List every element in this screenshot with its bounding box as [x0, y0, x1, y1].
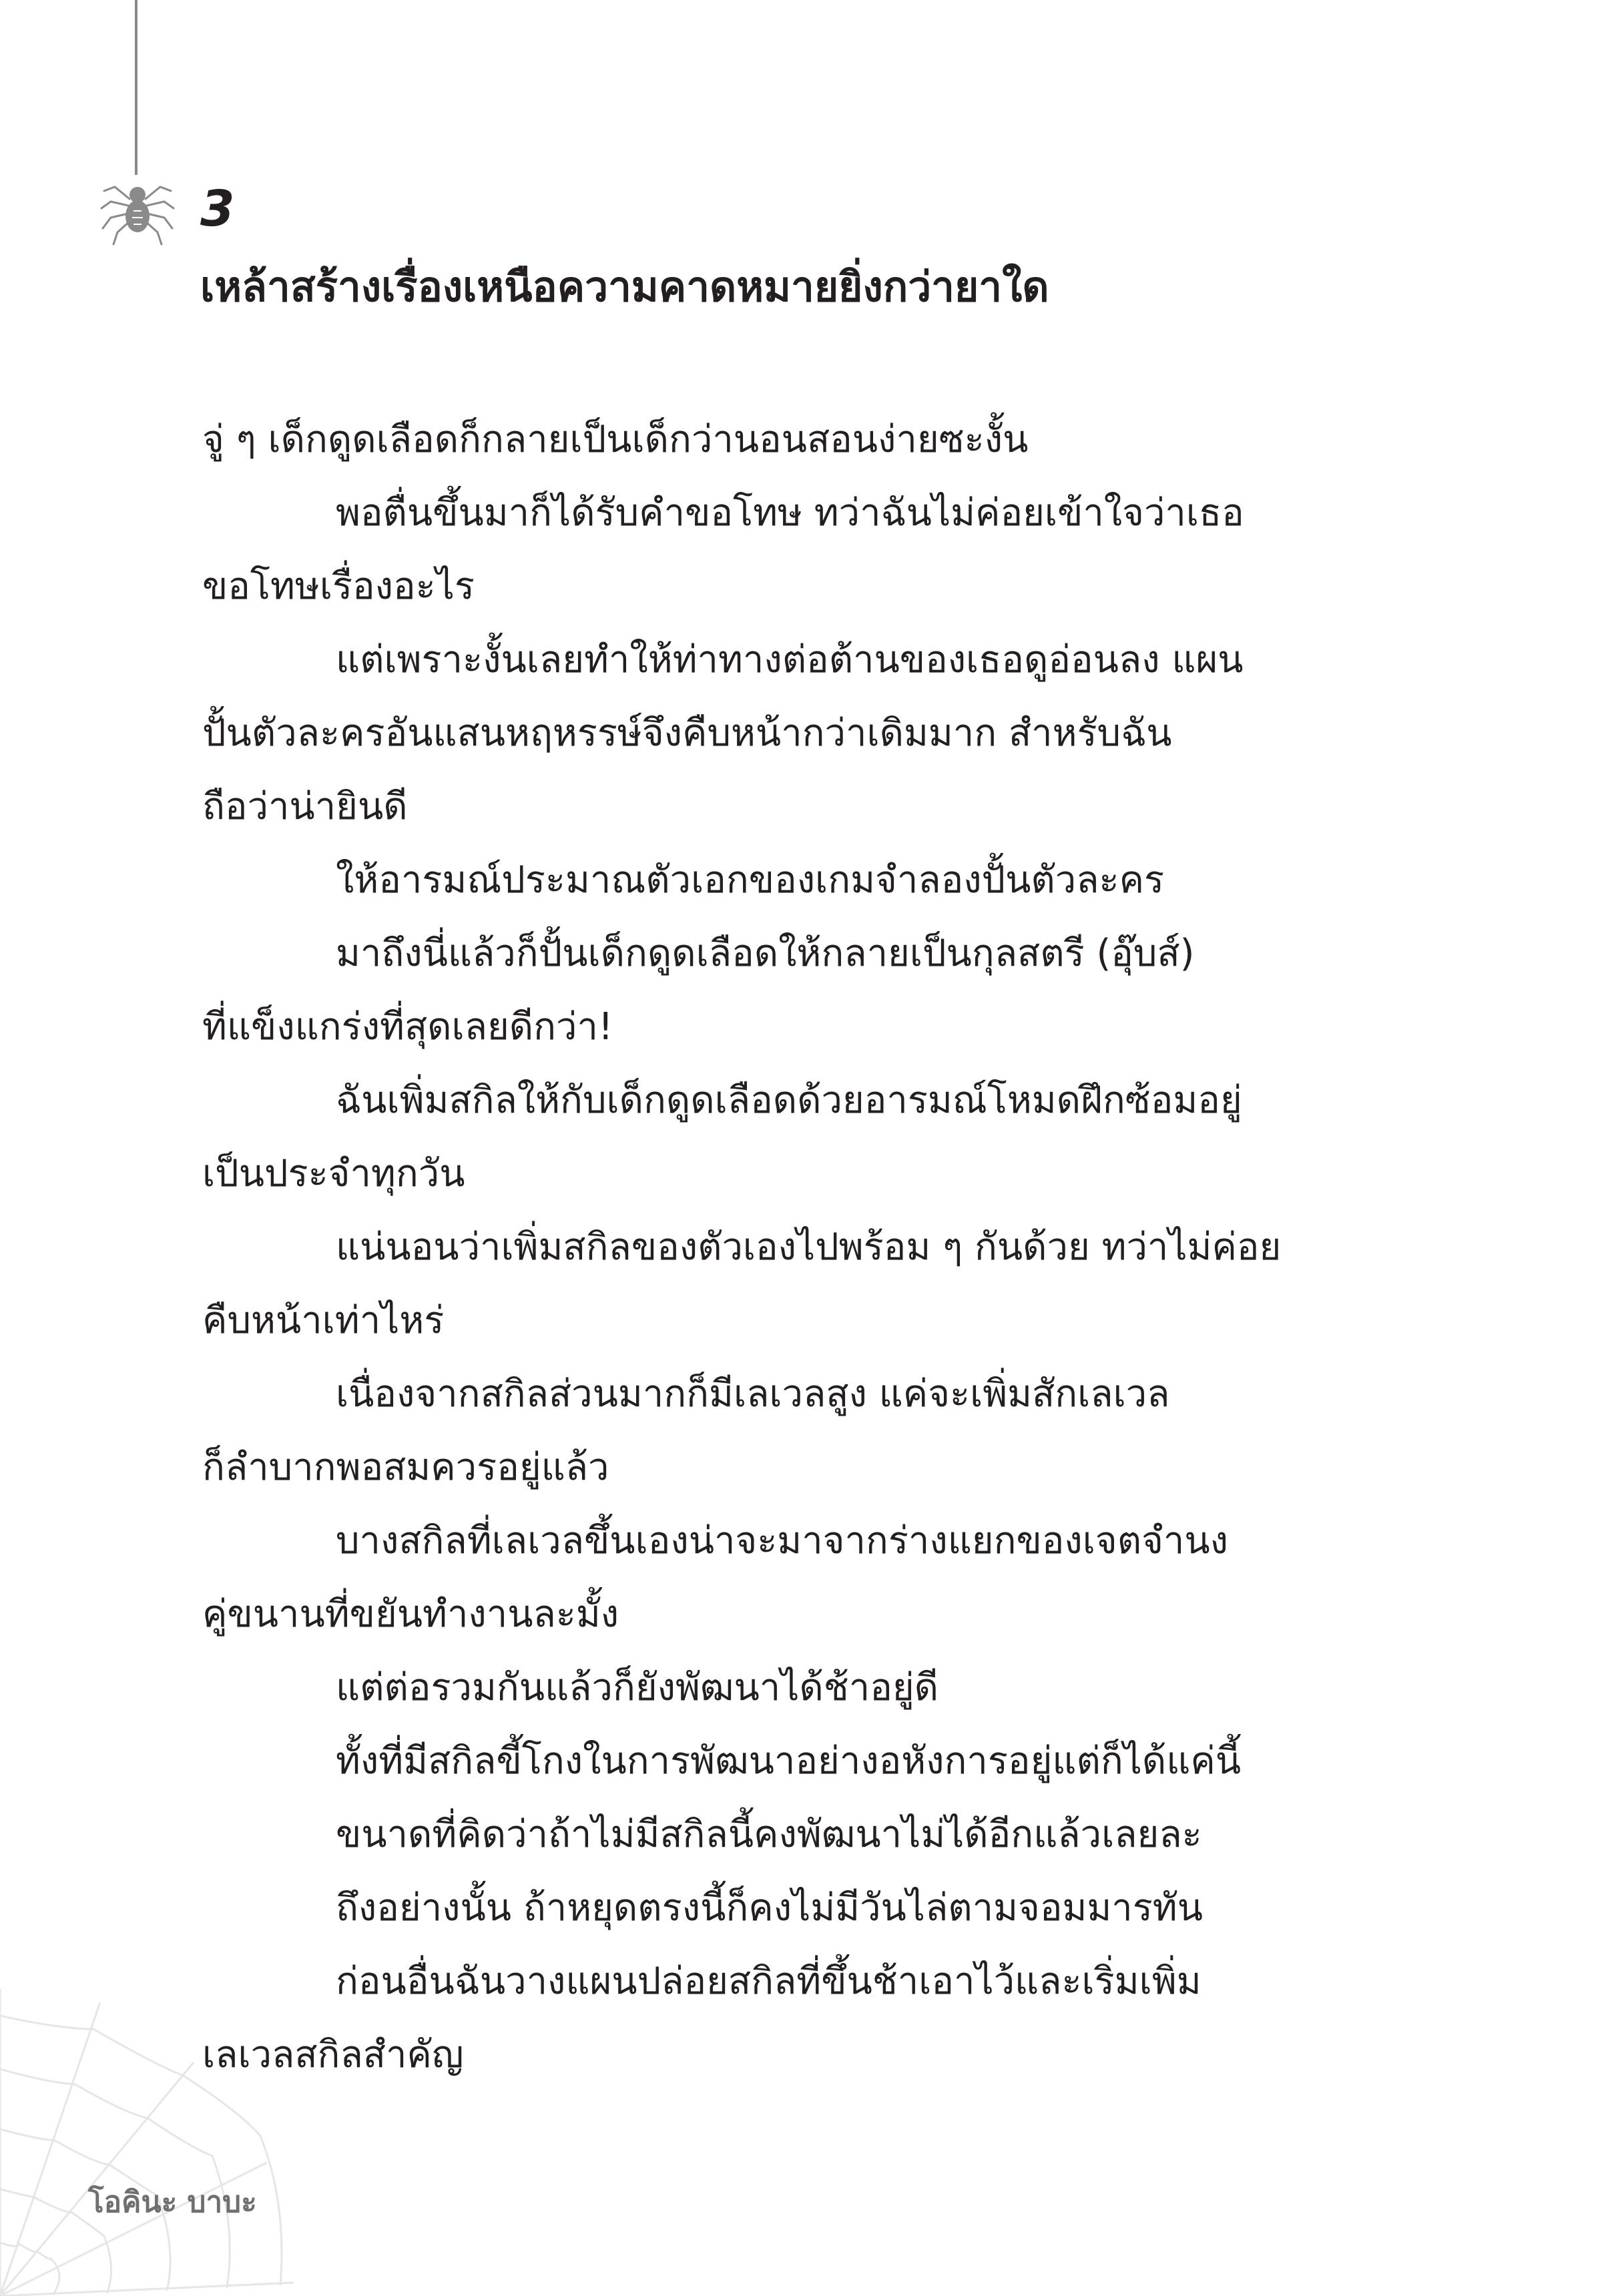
paragraph-line: บางสกิลที่เลเวลขึ้นเองน่าจะมาจากร่างแยกของเจตจำนง: [336, 1519, 1228, 1562]
body-text: [202, 403, 1404, 2092]
paragraph-line: เนื่องจากสกิลส่วนมากก็มีเลเวลสูง แค่จะเพิ่มสักเลเวล: [336, 1372, 1170, 1416]
paragraph-line: ก่อนอื่นฉันวางแผนปล่อยสกิลที่ขึ้นช้าเอาไว้และเริ่มเพิ่ม: [336, 1960, 1201, 2003]
footer-author: โอคินะ บาบะ: [88, 2185, 257, 2219]
paragraph-line: ขอโทษเรื่องอะไร: [202, 565, 475, 608]
paragraph-line: ทั้งที่มีสกิลขี้โกงในการพัฒนาอย่างอหังการอยู่แต่ก็ได้แค่นี้: [336, 1739, 1242, 1783]
paragraph-line: คืบหน้าเท่าไหร่: [202, 1299, 445, 1342]
spider-thread: [135, 0, 138, 175]
spider-icon: [100, 167, 175, 247]
paragraph-line: ขนาดที่คิดว่าถ้าไม่มีสกิลนี้คงพัฒนาไม่ได้อีกแล้วเลยละ: [336, 1813, 1202, 1856]
paragraph-line: แน่นอนว่าเพิ่มสกิลของตัวเองไปพร้อม ๆ กันด้วย ทว่าไม่ค่อย: [336, 1225, 1282, 1269]
paragraph-line: แต่เพราะงั้นเลยทำให้ท่าทางต่อต้านของเธอดูอ่อนลง แผน: [336, 638, 1244, 681]
paragraph-line: ปั้นตัวละครอันแสนหฤหรรษ์จึงคืบหน้ากว่าเดิมมาก สำหรับฉัน: [202, 711, 1172, 755]
paragraph-line: คู่ขนานที่ขยันทำงานละมั้ง: [202, 1593, 619, 1636]
paragraph-line: ให้อารมณ์ประมาณตัวเอกของเกมจำลองปั้นตัวละคร: [336, 858, 1165, 902]
spiderweb-icon: [0, 1989, 294, 2296]
paragraph-line: ฉันเพิ่มสกิลให้กับเด็กดูดเลือดด้วยอารมณ์โหมดฝึกซ้อมอยู่: [336, 1079, 1242, 1122]
paragraph-line: พอตื่นขึ้นมาก็ได้รับคำขอโทษ ทว่าฉันไม่ค่อยเข้าใจว่าเธอ: [336, 491, 1244, 535]
paragraph-line: ถือว่าน่ายินดี: [202, 785, 408, 828]
paragraph-line: แต่ต่อรวมกันแล้วก็ยังพัฒนาได้ช้าอยู่ดี: [336, 1666, 939, 1709]
paragraph-line: จู่ ๆ เด็กดูดเลือดก็กลายเป็นเด็กว่านอนสอนง่ายซะงั้น: [202, 418, 1029, 461]
paragraph-line: ที่แข็งแกร่งที่สุดเลยดีกว่า!: [202, 1005, 613, 1049]
chapter-title: เหล้าสร้างเรื่องเหนือความคาดหมายยิ่งกว่ายาใด: [200, 262, 1049, 311]
paragraph-line: เลเวลสกิลสำคัญ: [202, 2033, 464, 2076]
chapter-number: 3: [200, 180, 235, 238]
paragraph-line: ถึงอย่างนั้น ถ้าหยุดตรงนี้ก็คงไม่มีวันไล่ตามจอมมารทัน: [336, 1886, 1203, 1930]
paragraph-line: เป็นประจำทุกวัน: [202, 1152, 465, 1195]
paragraph-line: ก็ลำบากพอสมควรอยู่แล้ว: [202, 1446, 609, 1489]
paragraph-line: มาถึงนี่แล้วก็ปั้นเด็กดูดเลือดให้กลายเป็นกุลสตรี (อุ๊บส์): [336, 932, 1195, 975]
